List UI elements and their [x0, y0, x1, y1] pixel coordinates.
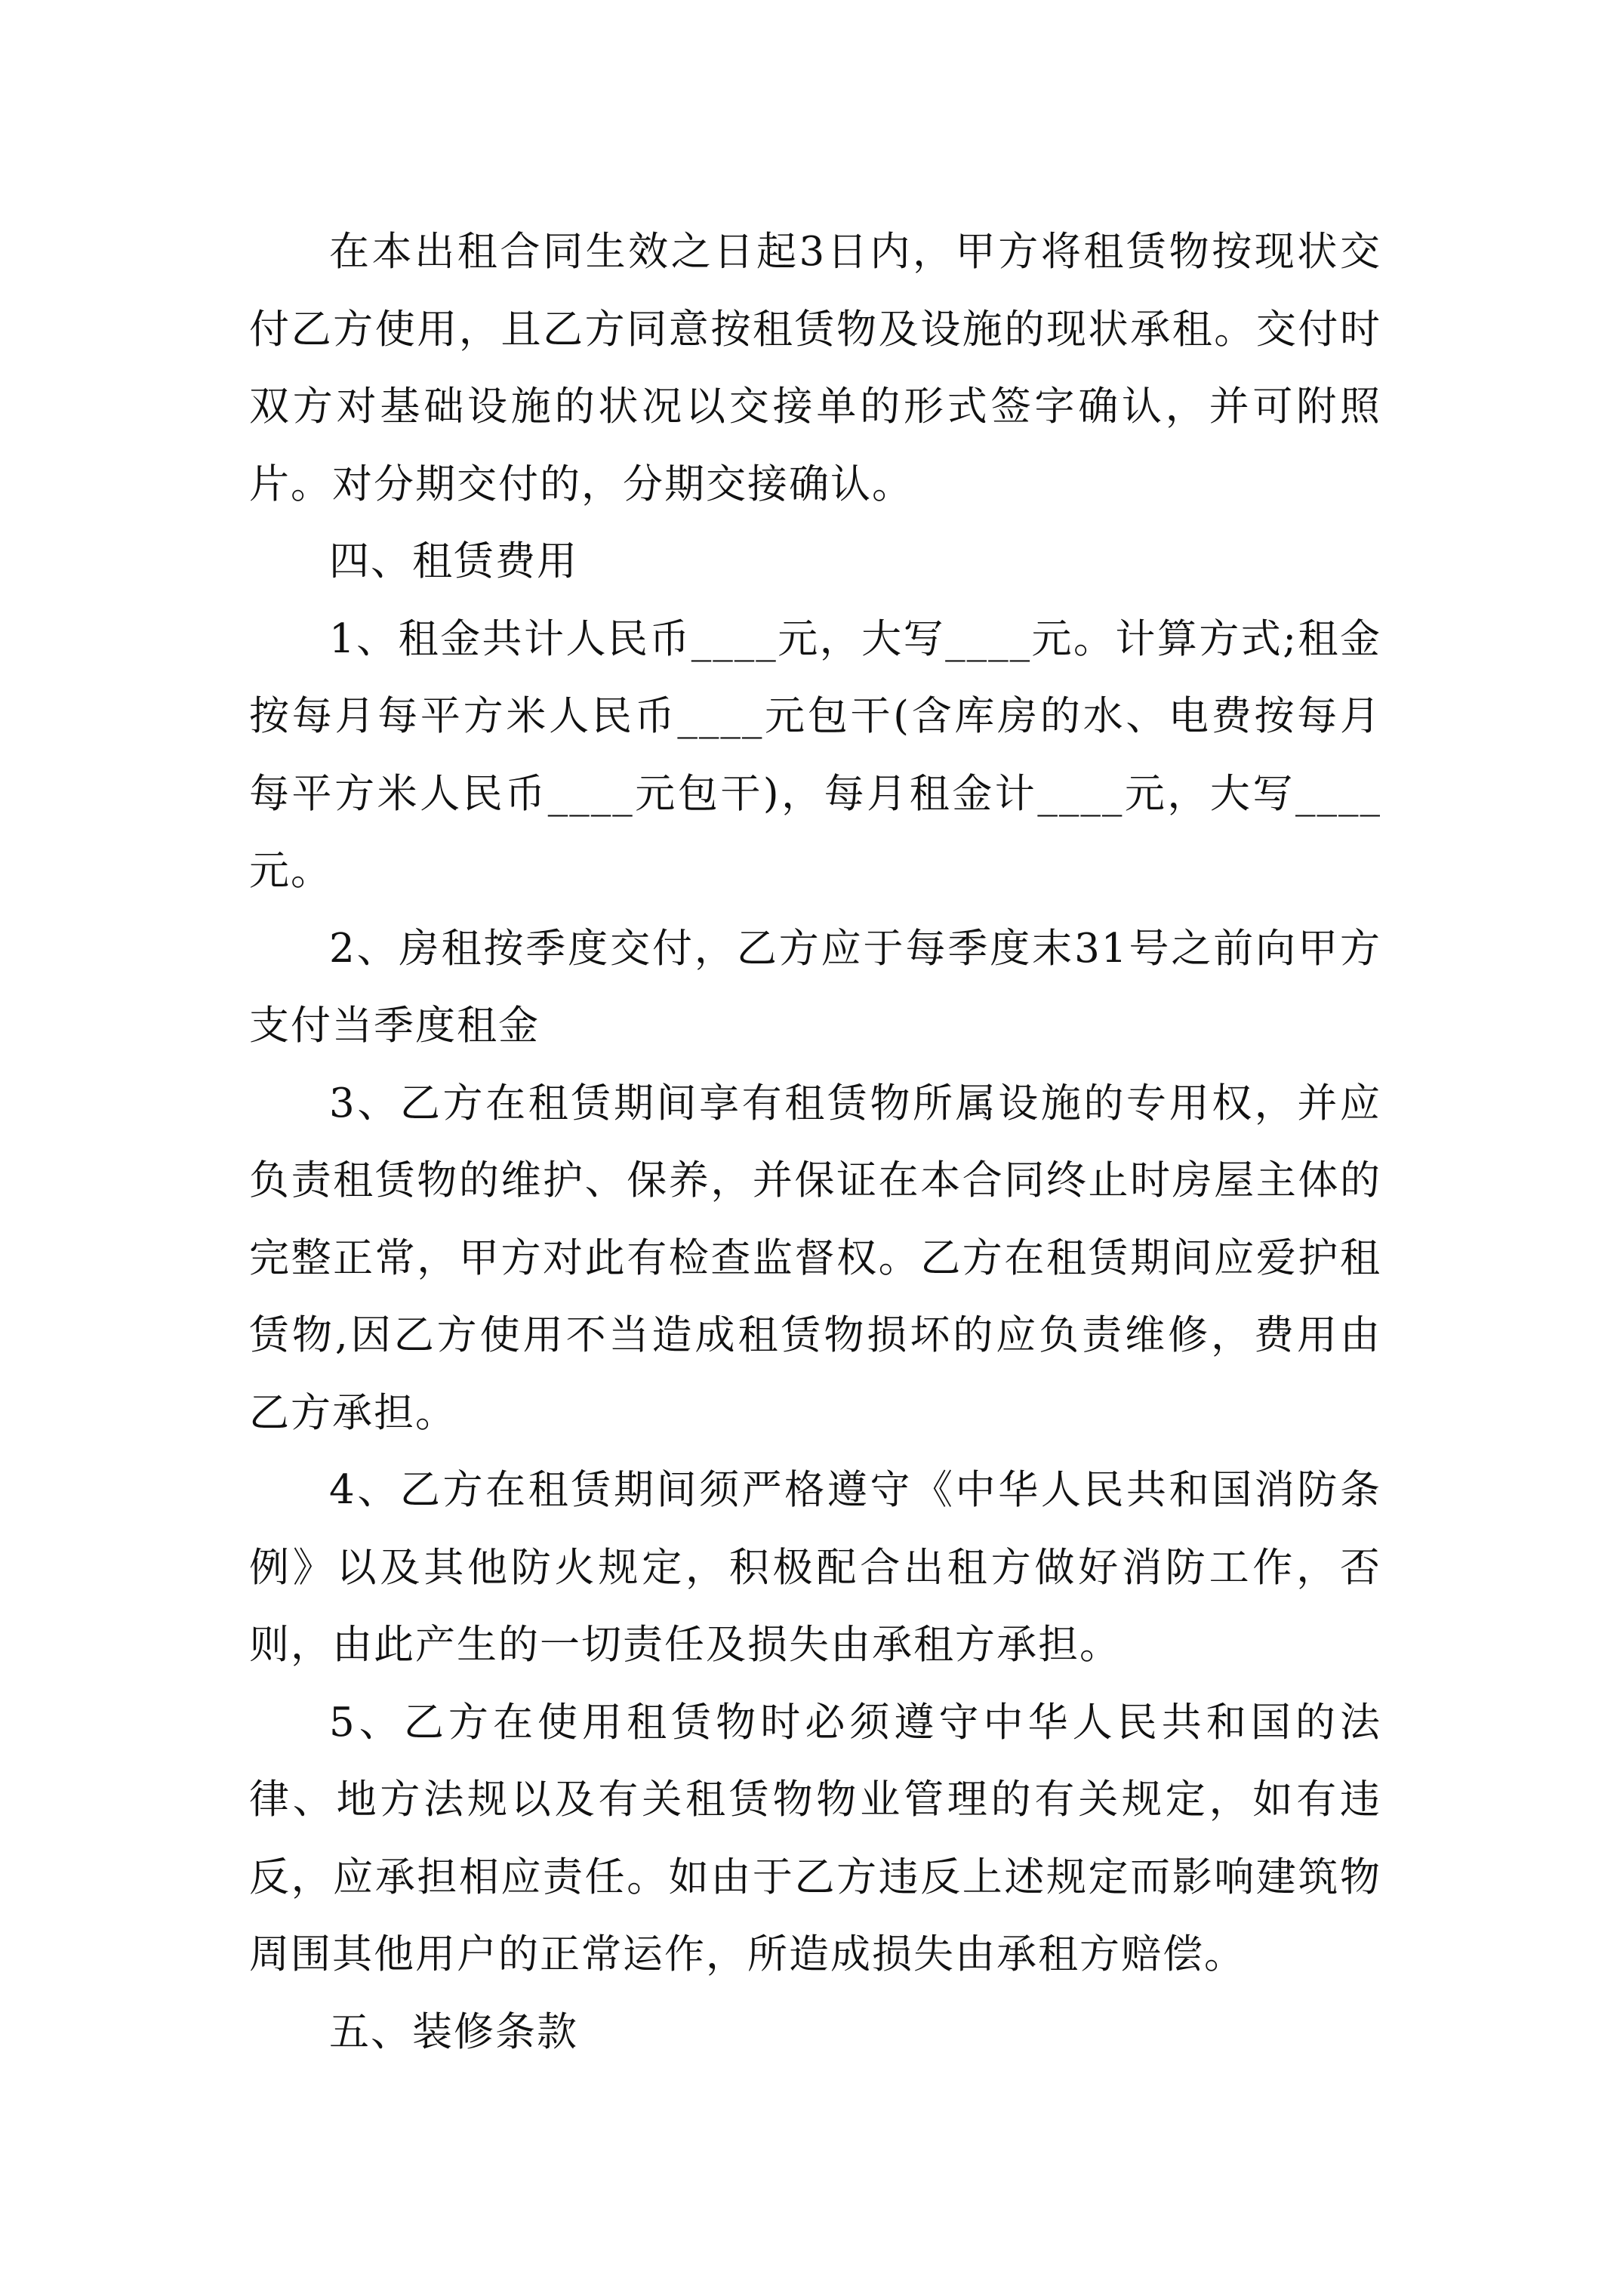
paragraph-maintenance: 3、乙方在租赁期间享有租赁物所属设施的专用权，并应负责租赁物的维护、保养，并保证在本合同终止时房屋主体的完整正常，甲方对此有检查监督权。乙方在租赁期间应爱护租赁物,因乙方使用不当造成租赁物损坏的应负责维修，费用由乙方承担。	[249, 1080, 1381, 1436]
paragraph-delivery: 在本出租合同生效之日起3日内，甲方将租赁物按现状交付乙方使用，且乙方同意按租赁物及设施的现状承租。交付时双方对基础设施的状况以交接单的形式签字确认，并可附照片。对分期交付的，分期交接确认。	[249, 229, 1381, 507]
paragraph-rent-payment: 2、房租按季度交付，乙方应于每季度末31号之前向甲方支付当季度租金	[249, 925, 1381, 1049]
paragraph-legal-compliance: 5、乙方在使用租赁物时必须遵守中华人民共和国的法律、地方法规以及有关租赁物物业管理的有关规定，如有违反，应承担相应责任。如由于乙方违反上述规定而影响建筑物周围其他用户的正常运作，所造成损失由承租方赔偿。	[249, 1699, 1381, 1977]
section-heading-rental-fees: 四、租赁费用	[329, 538, 578, 584]
section-heading-decoration: 五、装修条款	[329, 2008, 578, 2055]
document-body	[249, 214, 1381, 2071]
paragraph-rent-amount: 1、租金共计人民币____元，大写____元。计算方式;租金按每月每平方米人民币____元包干(含库房的水、电费按每月每平方米人民币____元包干)，每月租金计____元，大写____元。	[249, 615, 1381, 894]
paragraph-fire-safety: 4、乙方在租赁期间须严格遵守《中华人民共和国消防条例》以及其他防火规定，积极配合出租方做好消防工作，否则，由此产生的一切责任及损失由承租方承担。	[249, 1467, 1381, 1668]
